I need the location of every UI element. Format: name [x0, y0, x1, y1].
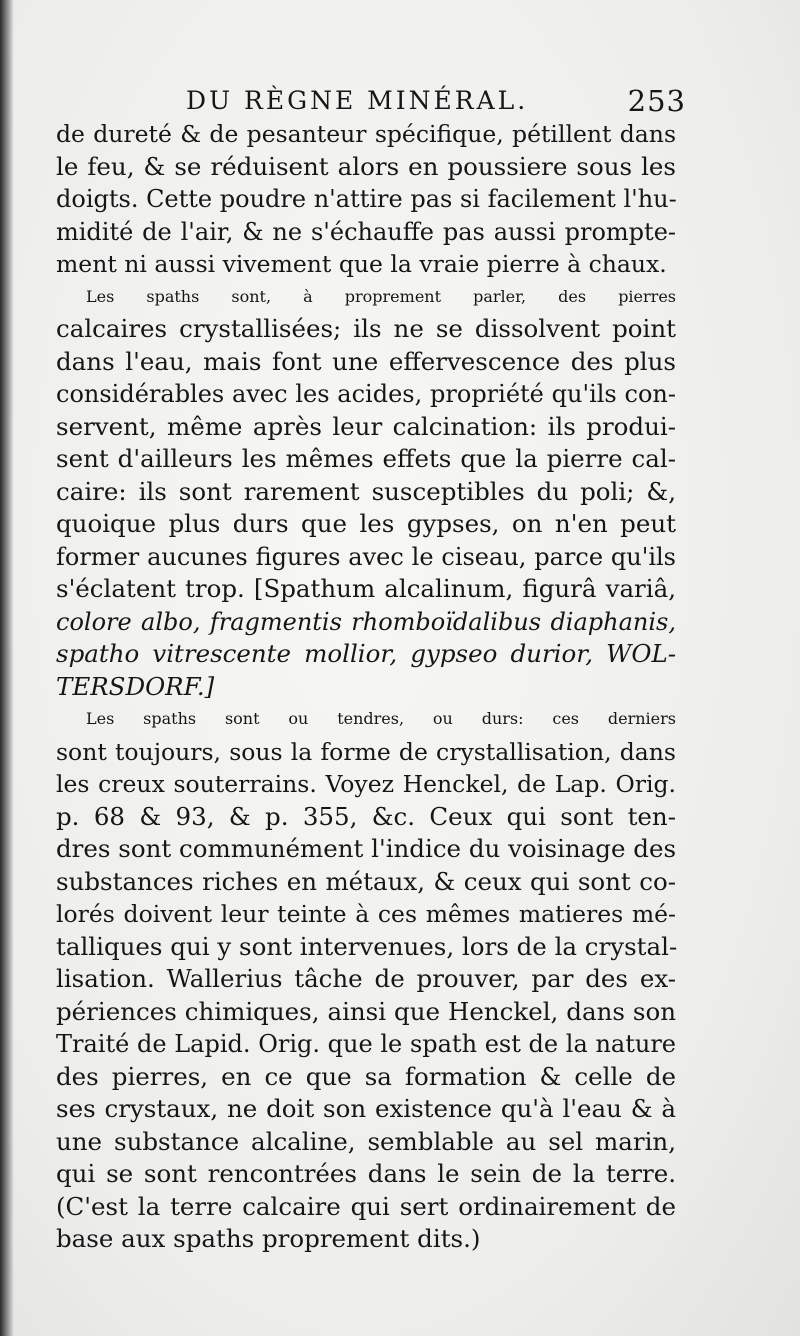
text-line: Les spaths sont ou tendres, ou durs: ces derniers: [86, 709, 676, 728]
text-line: base aux spaths proprement dits.): [56, 1224, 481, 1253]
text-line: p. 68 & 93, & p. 355, &c. Ceux qui sont ten-: [56, 801, 676, 831]
text-line: lorés doivent leur teinte à ces mêmes matieres mé-: [56, 900, 676, 928]
text-line: qui se sont rencontrées dans le sein de la terre.: [56, 1159, 676, 1188]
text-line: dres sont communément l'indice du voisinage des: [56, 834, 677, 863]
text-line: Traité de Lapid. Orig. que le spath est de la nature: [56, 1030, 676, 1058]
text-line: les creux souterrains. Voyez Henckel, de Lap. Orig.: [56, 770, 676, 798]
text-line: substances riches en métaux, & ceux qui sont co-: [56, 866, 676, 896]
running-head: DU RÈGNE MINÉRAL.: [186, 86, 529, 115]
text-line: sont toujours, sous la forme de crystallisation, dans: [56, 737, 676, 766]
text-line: s'éclatent trop. [Spathum alcalinum, figurâ variâ,: [56, 574, 676, 603]
body-text: [56, 118, 676, 1256]
text-line: quoique plus durs que les gypses, on n'en peut: [56, 509, 676, 538]
text-line: (C'est la terre calcaire qui sert ordinairement de: [56, 1191, 676, 1221]
page-number: 253: [627, 84, 686, 118]
text-line: dans l'eau, mais font une effervescence des plus: [56, 346, 676, 376]
text-line: TERSDORF.]: [56, 671, 215, 701]
text-line: Les spaths sont, à proprement parler, des pierres: [86, 286, 676, 306]
page-gutter-shadow: [0, 0, 14, 1336]
text-line: doigts. Cette poudre n'attire pas si facilement l'hu-: [56, 185, 677, 213]
text-line: ses crystaux, ne doit son existence qu'à l'eau & à: [56, 1094, 676, 1123]
text-line: former aucunes figures avec le ciseau, parce qu'ils: [56, 542, 676, 571]
text-line: servent, même après leur calcination: ils produi-: [56, 411, 676, 441]
text-line: ment ni aussi vivement que la vraie pierre à chaux.: [56, 250, 667, 278]
text-line: sent d'ailleurs les mêmes effets que la pierre cal-: [56, 444, 676, 473]
text-line: le feu, & se réduisent alors en poussiere sous les: [56, 151, 676, 181]
text-line: des pierres, en ce que sa formation & celle de: [56, 1061, 676, 1091]
text-line: périences chimiques, ainsi que Henckel, dans son: [56, 996, 676, 1026]
text-line: de dureté & de pesanteur spécifique, pétillent dans: [56, 120, 676, 148]
text-line: considérables avec les acides, propriété qu'ils con-: [56, 380, 676, 408]
text-line: midité de l'air, & ne s'échauffe pas aussi prompte-: [56, 217, 676, 246]
text-line: talliques qui y sont intervenues, lors de la crystal-: [56, 931, 678, 961]
text-line: calcaires crystallisées; ils ne se dissolvent point: [56, 314, 676, 343]
text-line: une substance alcaline, semblable au sel marin,: [56, 1126, 676, 1156]
text-line: lisation. Wallerius tâche de prouver, par des ex-: [56, 964, 676, 993]
text-line: caire: ils sont rarement susceptibles du poli; &,: [56, 476, 676, 506]
text-line: colore albo, fragmentis rhomboïdalibus diaphanis,: [56, 607, 676, 636]
text-line: spatho vitrescente mollior, gypseo durior, WOL-: [56, 639, 676, 668]
